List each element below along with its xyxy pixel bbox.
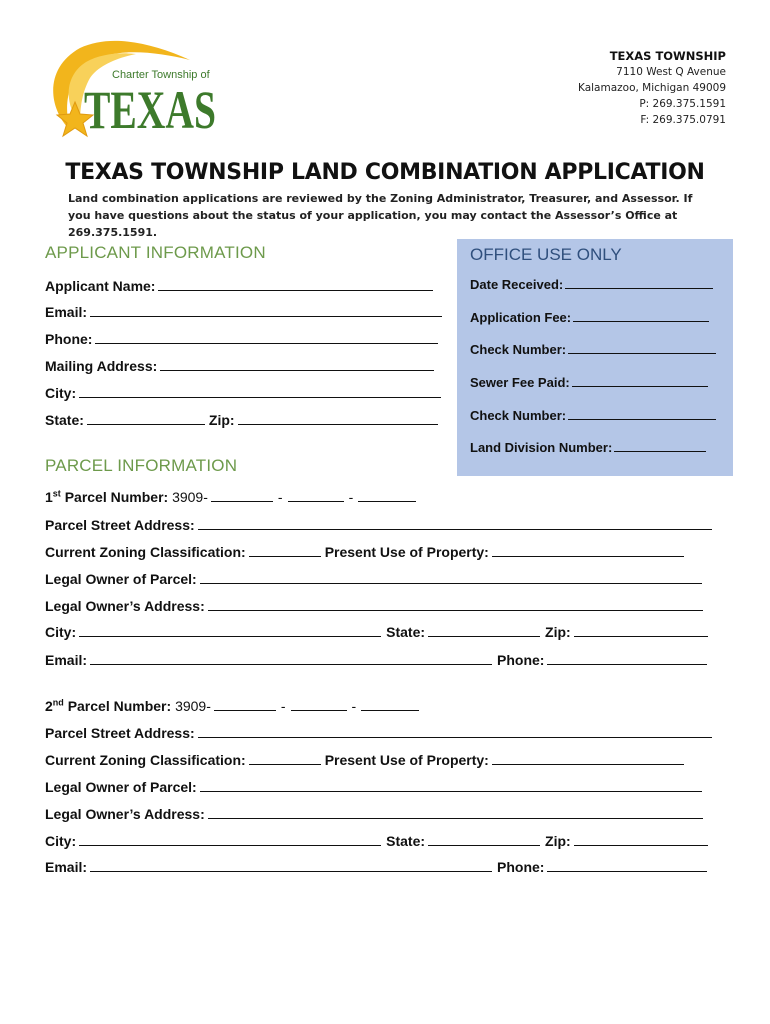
parcel1-email-row [45, 650, 707, 668]
parcel2-owner-addr-label: Legal Owner’s Address: [45, 806, 205, 822]
parcel2-city-row [45, 831, 708, 849]
parcel1-owner-addr-label: Legal Owner’s Address: [45, 598, 205, 614]
parcel2-street-row [45, 723, 712, 741]
parcel2-number-field-a[interactable] [214, 696, 276, 711]
office-heading: OFFICE USE ONLY [470, 245, 622, 264]
parcel2-use-field[interactable] [492, 750, 684, 765]
applicant-phone-row [45, 329, 438, 347]
parcel2-email-field[interactable] [90, 857, 492, 872]
parcel2-email-label: Email: [45, 859, 88, 875]
parcel2-zip-label: Zip: [545, 833, 571, 849]
parcel2-number-field-c[interactable] [361, 696, 419, 711]
parcel2-state-field[interactable] [428, 831, 540, 846]
applicant-name-label: Applicant Name: [45, 278, 156, 294]
parcel2-owner-addr-row [45, 804, 703, 822]
parcel1-dash-a: - [277, 489, 283, 505]
parcel1-number-field-c[interactable] [358, 487, 416, 502]
applicant-state-field[interactable] [87, 410, 205, 425]
parcel1-state-field[interactable] [428, 622, 540, 637]
parcel1-owner-addr-row [45, 596, 703, 614]
logo-big-text: TEXAS [84, 80, 216, 140]
parcel2-ordinal-suffix: nd [52, 697, 64, 708]
parcel1-prefix: 3909- [172, 489, 208, 505]
org-name: TEXAS TOWNSHIP [609, 49, 726, 63]
parcel1-number-field-a[interactable] [211, 487, 273, 502]
parcel1-owner-field[interactable] [200, 569, 702, 584]
parcel2-zoning-field[interactable] [249, 750, 321, 765]
parcel1-ordinal: 1 [45, 489, 53, 505]
parcel1-state-label: State: [386, 624, 426, 640]
office-sewer-field[interactable] [572, 374, 708, 387]
parcel1-owner-label: Legal Owner of Parcel: [45, 571, 197, 587]
parcel1-zip-field[interactable] [574, 622, 708, 637]
page-title: TEXAS TOWNSHIP LAND COMBINATION APPLICATION [65, 160, 705, 185]
logo-small-text: Charter Township of [112, 69, 210, 81]
office-use-box [457, 239, 733, 476]
parcel1-street-field[interactable] [198, 515, 712, 530]
parcel1-number-row [45, 487, 416, 505]
office-date-row [470, 276, 713, 292]
applicant-phone-label: Phone: [45, 331, 93, 347]
parcel1-number-label: Parcel Number: [64, 489, 169, 505]
parcel1-use-label: Present Use of Property: [324, 544, 489, 560]
office-check2-field[interactable] [568, 407, 716, 420]
org-phone: P: 269.375.1591 [639, 98, 726, 110]
parcel1-zip-label: Zip: [545, 624, 571, 640]
applicant-name-field[interactable] [158, 276, 433, 291]
parcel2-number-label: Parcel Number: [67, 698, 172, 714]
parcel2-city-field[interactable] [79, 831, 381, 846]
parcel1-city-row [45, 622, 708, 640]
office-fee-field[interactable] [573, 309, 709, 322]
parcel1-city-field[interactable] [79, 622, 381, 637]
parcel1-street-label: Parcel Street Address: [45, 517, 195, 533]
applicant-zip-label: Zip: [208, 412, 235, 428]
org-fax: F: 269.375.0791 [640, 114, 726, 126]
intro-text: Land combination applications are reviewed by the Zoning Administrator, Treasurer, and Assessor. If you have questions about the status of your application, you may contact the Assessor’s Office at 269.375.1591. [68, 192, 693, 239]
parcel2-dash-a: - [280, 698, 286, 714]
applicant-mailing-field[interactable] [160, 356, 434, 371]
parcel2-use-label: Present Use of Property: [324, 752, 489, 768]
office-check1-row [470, 341, 716, 357]
applicant-phone-field[interactable] [95, 329, 438, 344]
office-check2-label: Check Number: [470, 408, 567, 423]
applicant-city-label: City: [45, 385, 77, 401]
parcel2-zip-field[interactable] [574, 831, 708, 846]
parcel2-ordinal: 2 [45, 698, 53, 714]
parcel2-state-label: State: [386, 833, 426, 849]
texas-township-logo [40, 38, 220, 138]
office-fee-label: Application Fee: [470, 310, 572, 325]
office-sewer-label: Sewer Fee Paid: [470, 375, 570, 390]
parcel2-email-row [45, 857, 707, 875]
parcel2-owner-label: Legal Owner of Parcel: [45, 779, 197, 795]
parcel1-owner-row [45, 569, 702, 587]
parcel2-prefix: 3909- [175, 698, 211, 714]
applicant-city-field[interactable] [79, 383, 441, 398]
org-street: 7110 West Q Avenue [616, 66, 726, 78]
parcel2-number-field-b[interactable] [291, 696, 347, 711]
parcel1-owner-addr-field[interactable] [208, 596, 703, 611]
parcel1-zoning-field[interactable] [249, 542, 321, 557]
applicant-city-row [45, 383, 441, 401]
office-date-label: Date Received: [470, 277, 564, 292]
parcel2-owner-addr-field[interactable] [208, 804, 703, 819]
applicant-zip-field[interactable] [238, 410, 438, 425]
parcel2-dash-b: - [351, 698, 357, 714]
applicant-mailing-row [45, 356, 434, 374]
parcel1-number-field-b[interactable] [288, 487, 344, 502]
parcel1-dash-b: - [348, 489, 354, 505]
applicant-mailing-label: Mailing Address: [45, 358, 158, 374]
parcel1-ordinal-suffix: st [52, 488, 61, 499]
parcel2-zoning-label: Current Zoning Classification: [45, 752, 246, 768]
parcel2-owner-field[interactable] [200, 777, 702, 792]
parcel2-phone-label: Phone: [497, 859, 545, 875]
parcel2-street-field[interactable] [198, 723, 712, 738]
parcel2-owner-row [45, 777, 702, 795]
applicant-email-row [45, 302, 442, 320]
parcel2-number-row [45, 696, 419, 714]
parcel1-email-field[interactable] [90, 650, 492, 665]
office-fee-row [470, 309, 709, 325]
applicant-heading: APPLICANT INFORMATION [45, 243, 266, 262]
parcel1-email-label: Email: [45, 652, 88, 668]
office-sewer-row [470, 374, 708, 390]
parcel1-zoning-label: Current Zoning Classification: [45, 544, 246, 560]
office-date-field[interactable] [565, 276, 713, 289]
org-city: Kalamazoo, Michigan 49009 [578, 82, 726, 94]
applicant-email-field[interactable] [90, 302, 442, 317]
applicant-state-zip-row [45, 410, 438, 428]
office-division-label: Land Division Number: [470, 440, 613, 455]
parcel-heading: PARCEL INFORMATION [45, 456, 238, 475]
parcel2-phone-field[interactable] [547, 857, 707, 872]
parcel1-zoning-row [45, 542, 684, 560]
parcel1-phone-field[interactable] [547, 650, 707, 665]
applicant-name-row [45, 276, 433, 294]
office-division-field[interactable] [614, 439, 706, 452]
parcel2-zoning-row [45, 750, 684, 768]
parcel1-use-field[interactable] [492, 542, 684, 557]
parcel1-city-label: City: [45, 624, 77, 640]
office-check1-field[interactable] [568, 341, 716, 354]
applicant-email-label: Email: [45, 304, 88, 320]
office-division-row [470, 439, 706, 455]
address-block [578, 48, 726, 128]
parcel1-street-row [45, 515, 712, 533]
office-check2-row [470, 407, 716, 423]
parcel2-city-label: City: [45, 833, 77, 849]
parcel1-phone-label: Phone: [497, 652, 545, 668]
office-check1-label: Check Number: [470, 342, 567, 357]
applicant-state-label: State: [45, 412, 84, 428]
parcel2-street-label: Parcel Street Address: [45, 725, 195, 741]
